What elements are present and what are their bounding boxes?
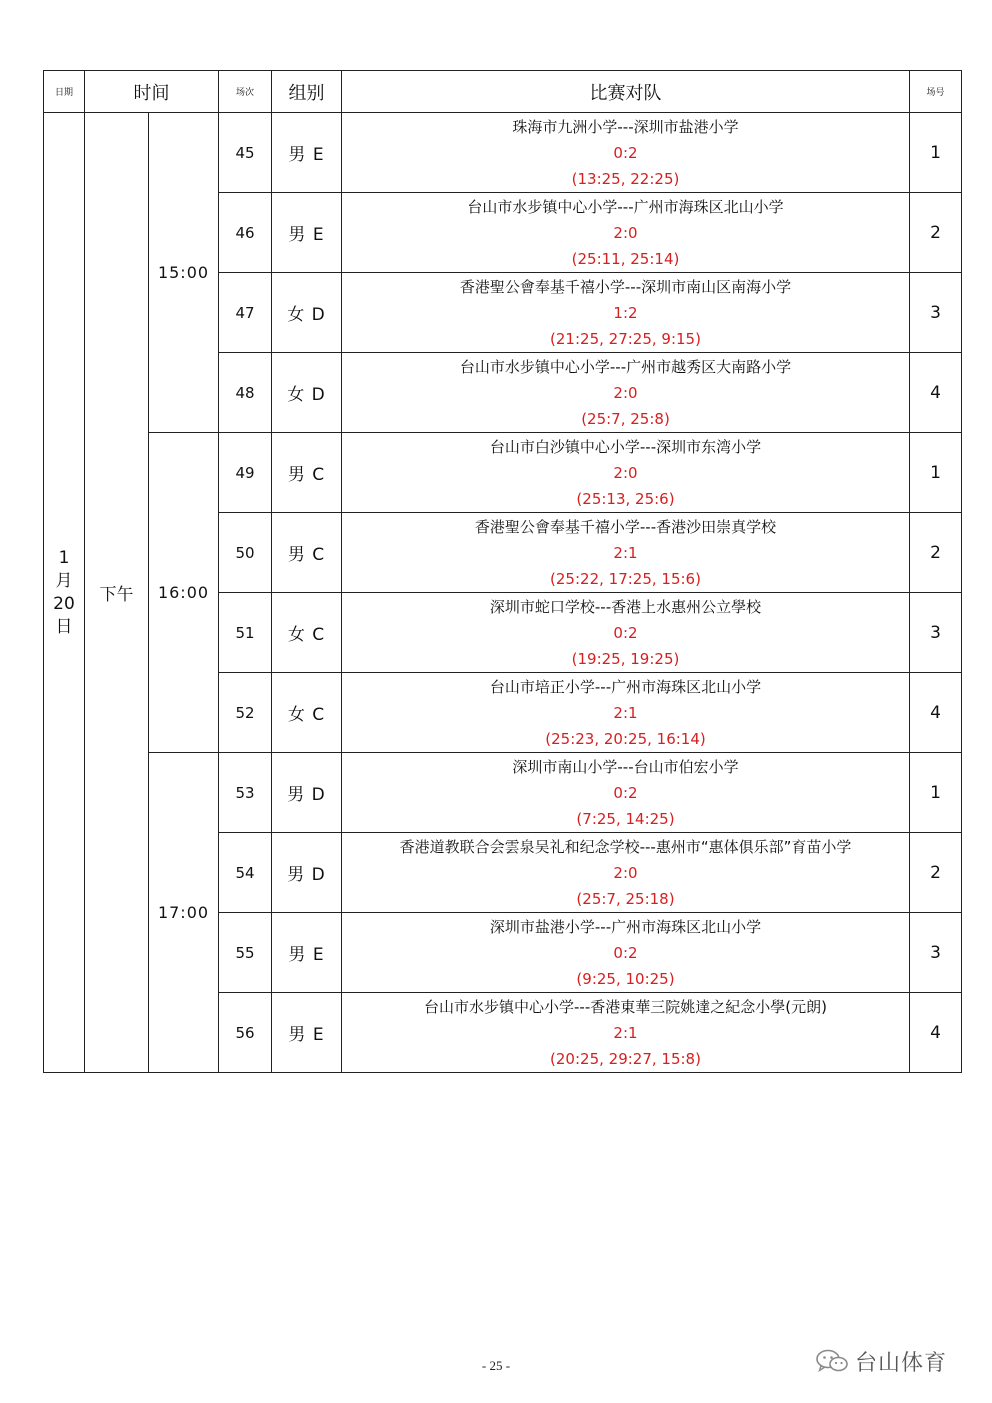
match-group: 男 E: [272, 993, 342, 1073]
court-number: 1: [910, 753, 962, 833]
match-cell: [342, 753, 910, 833]
match-number: 50: [219, 513, 272, 593]
match-group: 男 C: [272, 433, 342, 513]
match-group: 男 C: [272, 513, 342, 593]
match-cell: [342, 433, 910, 513]
match-score: 0:2: [613, 783, 638, 802]
court-number: 4: [910, 993, 962, 1073]
match-teams: 台山市水步镇中心小学---香港東華三院姚達之紀念小學(元朗): [424, 997, 827, 1016]
watermark: [815, 1346, 947, 1376]
date-cell: [44, 113, 85, 1073]
match-set-scores: (25:13, 25:6): [576, 489, 675, 508]
page-number: - 25 -: [481, 1358, 511, 1373]
court-number: 3: [910, 593, 962, 673]
match-set-scores: (9:25, 10:25): [576, 969, 675, 988]
date-part: 月: [55, 570, 73, 591]
match-score: 2:1: [613, 703, 638, 722]
match-teams: 香港聖公會奉基千禧小学---深圳市南山区南海小学: [459, 277, 792, 296]
match-group: 男 E: [272, 913, 342, 993]
date-part: 1: [58, 547, 70, 568]
match-teams: 台山市培正小学---广州市海珠区北山小学: [489, 677, 762, 696]
court-number: 3: [910, 273, 962, 353]
date-part: 日: [55, 616, 73, 637]
header-time: 时间: [85, 71, 219, 113]
header-date: 日期: [44, 71, 85, 113]
schedule-table: [43, 70, 962, 1073]
match-group: 女 C: [272, 593, 342, 673]
table-row: [44, 433, 962, 513]
match-number: 52: [219, 673, 272, 753]
match-set-scores: (25:23, 20:25, 16:14): [545, 729, 706, 748]
time-slot-cell: 16:00: [149, 433, 219, 753]
match-group: 女 C: [272, 673, 342, 753]
table-row: [44, 753, 962, 833]
court-number: 4: [910, 673, 962, 753]
match-number: 49: [219, 433, 272, 513]
court-number: 4: [910, 353, 962, 433]
match-teams: 台山市水步镇中心小学---广州市海珠区北山小学: [467, 197, 784, 216]
header-teams: 比赛对队: [342, 71, 910, 113]
match-score: 2:0: [613, 383, 638, 402]
match-set-scores: (20:25, 29:27, 15:8): [550, 1049, 701, 1068]
match-score: 2:0: [613, 863, 638, 882]
court-number: 2: [910, 513, 962, 593]
match-number: 53: [219, 753, 272, 833]
match-number: 47: [219, 273, 272, 353]
period-cell: 下午: [85, 113, 149, 1073]
match-set-scores: (25:22, 17:25, 15:6): [550, 569, 701, 588]
header-match-no: 场次: [219, 71, 272, 113]
time-slot-cell: 15:00: [149, 113, 219, 433]
match-number: 56: [219, 993, 272, 1073]
match-teams: 深圳市盐港小学---广州市海珠区北山小学: [489, 917, 762, 936]
match-teams: 香港聖公會奉基千禧小学---香港沙田崇真学校: [474, 517, 777, 536]
court-number: 3: [910, 913, 962, 993]
match-score: 0:2: [613, 943, 638, 962]
match-set-scores: (13:25, 22:25): [571, 169, 680, 188]
match-number: 51: [219, 593, 272, 673]
match-teams: 深圳市蛇口学校---香港上水惠州公立學校: [489, 597, 762, 616]
match-set-scores: (21:25, 27:25, 9:15): [550, 329, 701, 348]
match-score: 2:0: [613, 463, 638, 482]
header-group: 组别: [272, 71, 342, 113]
match-group: 女 D: [272, 353, 342, 433]
match-number: 48: [219, 353, 272, 433]
match-score: 2:1: [613, 1023, 638, 1042]
match-cell: [342, 913, 910, 993]
match-group: 男 E: [272, 193, 342, 273]
match-teams: 台山市水步镇中心小学---广州市越秀区大南路小学: [459, 357, 792, 376]
match-number: 46: [219, 193, 272, 273]
match-set-scores: (25:11, 25:14): [571, 249, 680, 268]
date-part: 20: [53, 593, 75, 614]
match-set-scores: (25:7, 25:18): [576, 889, 675, 908]
match-score: 2:0: [613, 223, 638, 242]
header-row: [44, 71, 962, 113]
match-score: 0:2: [613, 143, 638, 162]
time-slot-cell: 17:00: [149, 753, 219, 1073]
match-score: 2:1: [613, 543, 638, 562]
table-row: [44, 113, 962, 193]
watermark-text: 台山体育: [855, 1350, 948, 1376]
match-cell: [342, 113, 910, 193]
match-teams: 台山市白沙镇中心小学---深圳市东湾小学: [489, 437, 762, 456]
match-set-scores: (7:25, 14:25): [576, 809, 675, 828]
match-cell: [342, 273, 910, 353]
match-set-scores: (19:25, 19:25): [571, 649, 680, 668]
court-number: 1: [910, 113, 962, 193]
match-number: 55: [219, 913, 272, 993]
match-teams: 珠海市九洲小学---深圳市盐港小学: [512, 117, 739, 136]
match-group: 男 D: [272, 753, 342, 833]
match-number: 54: [219, 833, 272, 913]
match-teams: 香港道教联合会雲泉吴礼和纪念学校---惠州市“惠体俱乐部”育苗小学: [399, 837, 852, 856]
match-cell: [342, 193, 910, 273]
match-group: 男 D: [272, 833, 342, 913]
match-group: 女 D: [272, 273, 342, 353]
match-cell: [342, 673, 910, 753]
match-cell: [342, 993, 910, 1073]
match-number: 45: [219, 113, 272, 193]
match-group: 男 E: [272, 113, 342, 193]
court-number: 1: [910, 433, 962, 513]
wechat-icon: [815, 1348, 849, 1374]
match-score: 0:2: [613, 623, 638, 642]
match-cell: [342, 833, 910, 913]
court-number: 2: [910, 833, 962, 913]
match-score: 1:2: [613, 303, 638, 322]
match-set-scores: (25:7, 25:8): [581, 409, 670, 428]
court-number: 2: [910, 193, 962, 273]
match-cell: [342, 353, 910, 433]
match-cell: [342, 513, 910, 593]
match-teams: 深圳市南山小学---台山市伯宏小学: [512, 757, 739, 776]
match-cell: [342, 593, 910, 673]
header-court: 场号: [910, 71, 962, 113]
